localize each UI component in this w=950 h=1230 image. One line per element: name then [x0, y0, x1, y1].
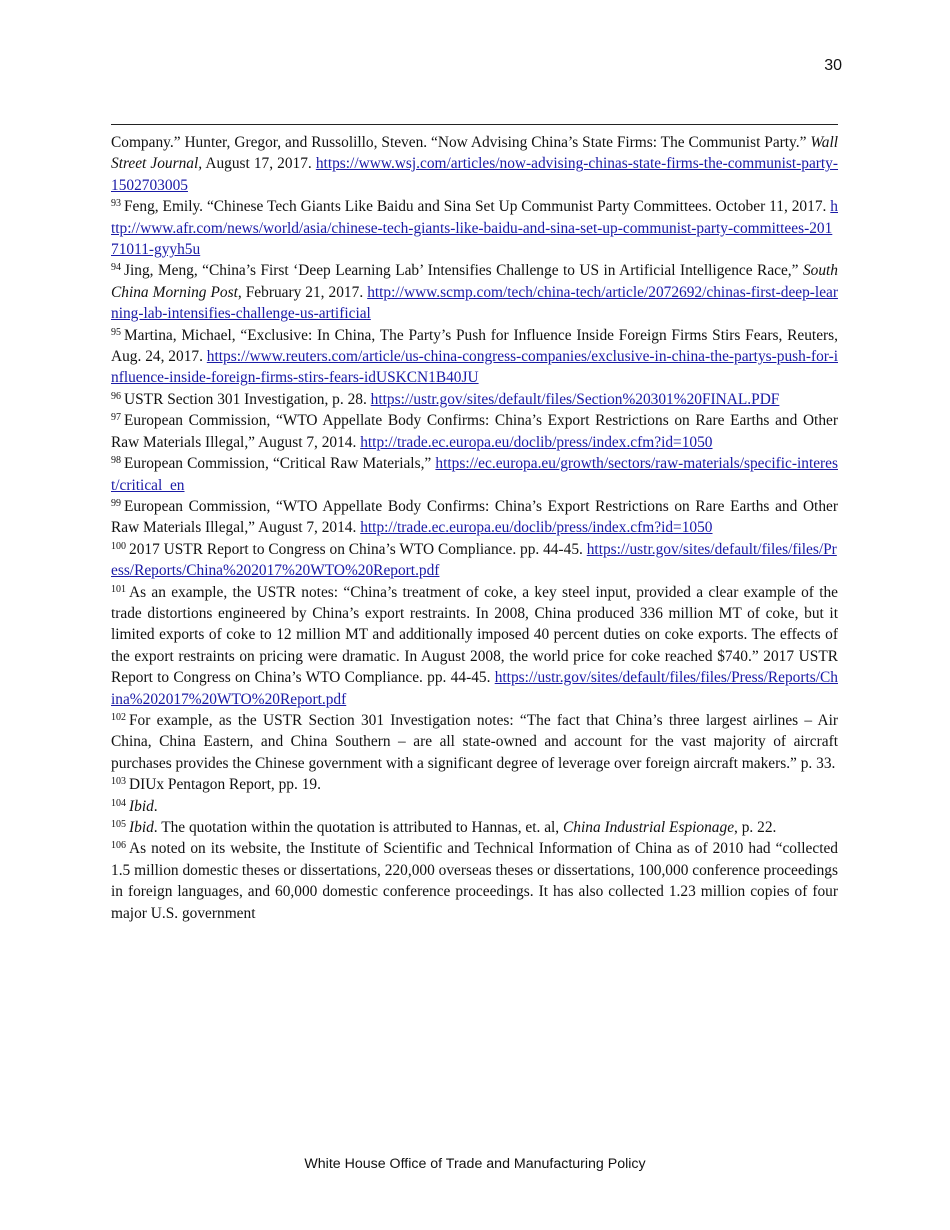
footnote-103 — [111, 774, 838, 795]
footnote-text: . — [153, 797, 158, 815]
footnote-continuation — [111, 132, 838, 196]
footnote-number: 104 — [111, 797, 126, 809]
footnote-text: Jing, Meng, “China’s First ‘Deep Learning Lab’ Intensifies Challenge to US in Artificial Intelligence Race,” — [124, 262, 803, 280]
footnote-text: European Commission, “WTO Appellate Body Confirms: China’s Export Restrictions on Rare Earths and Other Raw Materials Illegal,” August 7, 2014. — [111, 497, 838, 537]
footnote-number: 102 — [111, 711, 126, 723]
footnote-number: 105 — [111, 819, 126, 830]
footnote-link[interactable]: https://www.wsj.com/articles/now-advising-chinas-state-firms-the-communist-party-1502703005 — [111, 155, 839, 194]
footnote-number: 93 — [111, 198, 121, 210]
footnote-95 — [111, 325, 838, 389]
footnote-text: European Commission, “WTO Appellate Body Confirms: China’s Export Restrictions on Rare Earths and Other Raw Materials Illegal,” August 7, 2014. — [111, 412, 838, 451]
footnote-number: 97 — [111, 412, 121, 424]
footnote-italic: Wall Street Journal, — [111, 134, 838, 173]
footnote-93 — [111, 196, 838, 260]
footnote-text: As noted on its website, the Institute of Scientific and Technical Information of China as of 2010 had “collected 1.5 million domestic theses or dissertations, 220,000 overseas theses or dissertations, 100,000 conference proceedings in foreign languages, and 60,000 domestic conference proceedings. It has also collected 1.23 million copies of four major U.S. government — [111, 840, 838, 922]
footnote-106 — [111, 838, 838, 924]
page-footer: White House Office of Trade and Manufacturing Policy — [304, 1156, 646, 1172]
footnote-97 — [111, 410, 838, 453]
footnote-link[interactable]: http://trade.ec.europa.eu/doclib/press/index.cfm?id=1050 — [360, 519, 713, 537]
footnote-text: . The quotation within the quotation is attributed to Hannas, et. al, — [153, 819, 564, 836]
footnote-number: 100 — [111, 540, 126, 552]
footnote-link[interactable]: https://ec.europa.eu/growth/sectors/raw-materials/specific-interest/critical_en — [111, 455, 838, 494]
footnote-text: European Commission, “Critical Raw Materials,” — [124, 455, 436, 473]
footnote-number: 103 — [111, 776, 126, 788]
footnote-101 — [111, 582, 838, 710]
footnote-link[interactable]: http://www.scmp.com/tech/china-tech/article/2072692/chinas-first-deep-learning-lab-intensifies-challenge-us-artificial — [111, 283, 838, 323]
footnote-italic: Ibid — [129, 797, 154, 815]
footnote-102 — [111, 710, 838, 774]
footnote-100 — [111, 539, 838, 582]
footnote-italic: Ibid — [129, 819, 154, 836]
footnote-text: DIUx Pentagon Report, pp. 19. — [129, 776, 321, 794]
footnote-number: 95 — [111, 326, 121, 338]
footnote-italic: South China Morning Post — [111, 262, 838, 301]
footnote-text: As an example, the USTR notes: “China’s treatment of coke, a key steel input, provided a clear example of the trade distortions engineered by China’s export restraints. In 2008, China produced 336 million MT of coke, but it limited exports of coke to 12 million MT and additionally imposed 40 percent duties on coke exports. The effects of the export restraints on pricing were dramatic. In August 2008, the world price for coke reached $740.” 2017 USTR Report to Congress on China’s WTO Compliance. pp. 44-45. — [111, 583, 838, 687]
footnote-link[interactable]: https://ustr.gov/sites/default/files/files/Press/Reports/China%202017%20WTO%20Report.pdf — [111, 540, 837, 580]
footnote-text: , February 21, 2017. — [237, 283, 368, 301]
footnotes — [111, 132, 838, 924]
footnote-italic: China Industrial Espionage — [563, 819, 735, 836]
footnote-104 — [111, 796, 838, 817]
footnote-number: 106 — [111, 840, 126, 852]
footnote-link[interactable]: https://www.reuters.com/article/us-china-congress-companies/exclusive-in-china-the-partys-push-for-influence-inside-foreign-firms-stirs-fears-idUSKCN1B40JU — [111, 348, 838, 387]
footnote-number: 96 — [111, 390, 121, 402]
footnote-link[interactable]: http://www.afr.com/news/world/asia/chinese-tech-giants-like-baidu-and-sina-set-up-communist-party-committees-20171011-gyyh5u — [111, 198, 838, 259]
footnote-94 — [111, 260, 838, 324]
footnote-text: For example, as the USTR Section 301 Investigation notes: “The fact that China’s three largest airlines – Air China, China Eastern, and China Southern – are all state-owned and account for the vast majority of aircraft purchases provides the Chinese government with a significant degree of leverage over foreign aircraft makers.” p. 33. — [111, 711, 838, 772]
footnote-96 — [111, 389, 838, 410]
footnote-link[interactable]: https://ustr.gov/sites/default/files/Section%20301%20FINAL.PDF — [370, 390, 780, 408]
footnote-number: 94 — [111, 262, 121, 274]
footnote-number: 101 — [111, 583, 126, 595]
page-number: 30 — [824, 57, 842, 74]
footnote-link[interactable]: https://ustr.gov/sites/default/files/files/Press/Reports/China%202017%20WTO%20Report.pdf — [111, 669, 838, 708]
footnote-text: August 17, 2017. — [202, 155, 316, 173]
footnote-105 — [111, 817, 838, 838]
footnote-text: USTR Section 301 Investigation, p. 28. — [124, 390, 371, 408]
footnote-text: Feng, Emily. “Chinese Tech Giants Like Baidu and Sina Set Up Communist Party Committees. October 11, 2017. — [124, 198, 831, 216]
footnote-number: 98 — [111, 455, 121, 467]
footnote-link[interactable]: http://trade.ec.europa.eu/doclib/press/index.cfm?id=1050 — [360, 433, 713, 451]
footnote-text: Company.” Hunter, Gregor, and Russolillo, Steven. “Now Advising China’s State Firms: The Communist Party.” — [111, 134, 811, 151]
footnote-text: Martina, Michael, “Exclusive: In China, The Party’s Push for Influence Inside Foreign Firms Stirs Fears, Reuters, Aug. 24, 2017. — [111, 326, 838, 366]
footnote-text: 2017 USTR Report to Congress on China’s WTO Compliance. pp. 44-45. — [129, 540, 587, 558]
footnote-99 — [111, 496, 838, 539]
footnote-text: , p. 22. — [734, 819, 777, 836]
footnote-separator — [111, 124, 838, 125]
footnote-number: 99 — [111, 497, 121, 509]
footnote-98 — [111, 453, 838, 496]
